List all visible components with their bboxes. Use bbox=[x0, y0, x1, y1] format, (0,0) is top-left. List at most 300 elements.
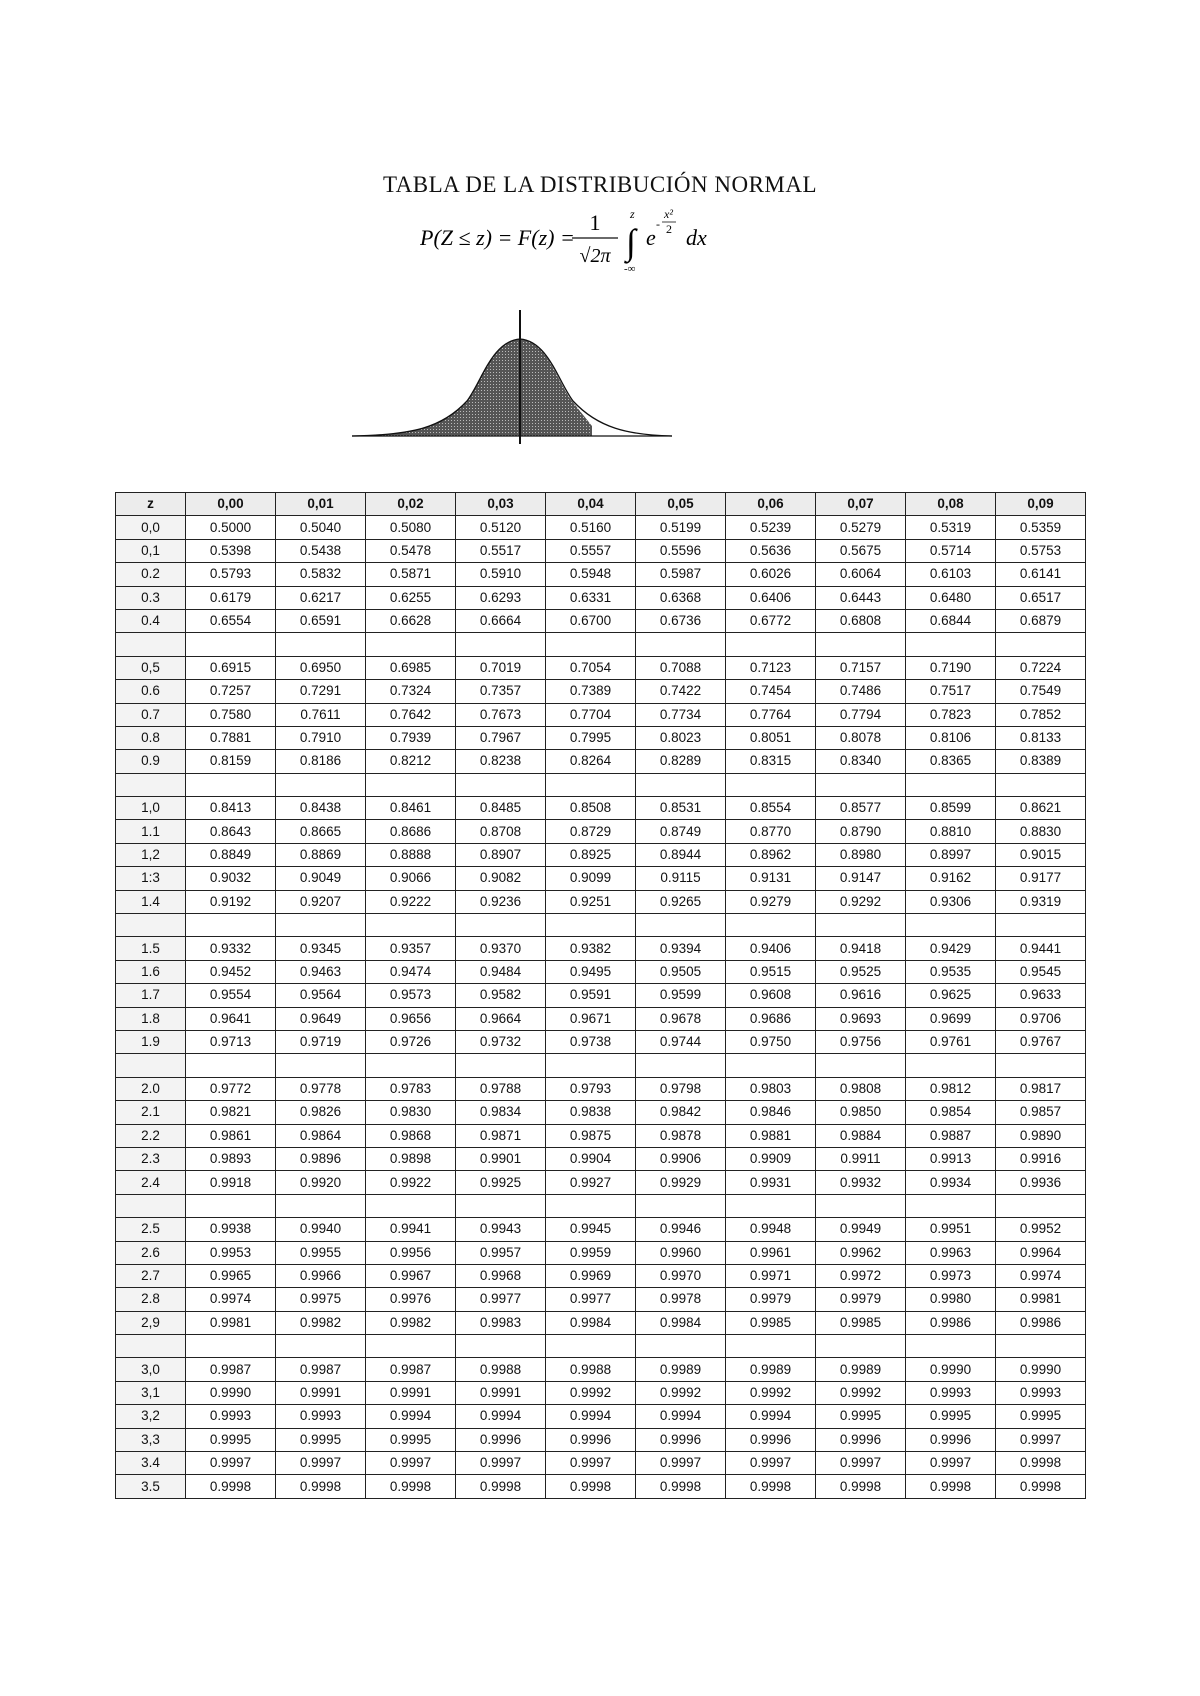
empty-cell bbox=[546, 914, 636, 937]
probability-cell: 0.8186 bbox=[276, 750, 366, 773]
probability-cell: 0.6026 bbox=[726, 563, 816, 586]
probability-cell: 0.9887 bbox=[906, 1124, 996, 1147]
empty-cell bbox=[906, 1194, 996, 1217]
probability-cell: 0.9945 bbox=[546, 1218, 636, 1241]
row-z-value: 1.4 bbox=[116, 890, 186, 913]
probability-cell: 0.9115 bbox=[636, 867, 726, 890]
row-z-value: 1.1 bbox=[116, 820, 186, 843]
empty-cell bbox=[996, 1335, 1086, 1358]
empty-cell bbox=[366, 914, 456, 937]
probability-cell: 0.9821 bbox=[186, 1101, 276, 1124]
probability-cell: 0.9868 bbox=[366, 1124, 456, 1147]
probability-cell: 0.9922 bbox=[366, 1171, 456, 1194]
probability-cell: 0.9162 bbox=[906, 867, 996, 890]
probability-cell: 0.5478 bbox=[366, 539, 456, 562]
empty-cell bbox=[726, 1194, 816, 1217]
probability-cell: 0.6808 bbox=[816, 609, 906, 632]
empty-cell bbox=[456, 914, 546, 937]
probability-cell: 0.9941 bbox=[366, 1218, 456, 1241]
probability-cell: 0.9934 bbox=[906, 1171, 996, 1194]
probability-cell: 0.9875 bbox=[546, 1124, 636, 1147]
header-col: 0,02 bbox=[366, 493, 456, 516]
row-z-value: 1,0 bbox=[116, 797, 186, 820]
probability-cell: 0.9909 bbox=[726, 1147, 816, 1170]
probability-cell: 0.9564 bbox=[276, 984, 366, 1007]
empty-cell bbox=[726, 1054, 816, 1077]
probability-cell: 0.9997 bbox=[546, 1452, 636, 1475]
probability-cell: 0.7257 bbox=[186, 680, 276, 703]
probability-cell: 0.6772 bbox=[726, 609, 816, 632]
probability-cell: 0.9997 bbox=[456, 1452, 546, 1475]
probability-cell: 0.6179 bbox=[186, 586, 276, 609]
table-row bbox=[116, 1264, 1086, 1287]
probability-cell: 0.9996 bbox=[906, 1428, 996, 1451]
empty-cell bbox=[906, 1335, 996, 1358]
integral-upper-limit: z bbox=[630, 207, 635, 221]
probability-cell: 0.9997 bbox=[366, 1452, 456, 1475]
probability-cell: 0.7422 bbox=[636, 680, 726, 703]
formula-differential: dx bbox=[686, 225, 707, 250]
probability-cell: 0.9951 bbox=[906, 1218, 996, 1241]
probability-cell: 0.8264 bbox=[546, 750, 636, 773]
header-col: 0,00 bbox=[186, 493, 276, 516]
probability-cell: 0.6736 bbox=[636, 609, 726, 632]
probability-cell: 0.9861 bbox=[186, 1124, 276, 1147]
table-row bbox=[116, 1007, 1086, 1030]
row-z-value: 2.2 bbox=[116, 1124, 186, 1147]
probability-cell: 0.9898 bbox=[366, 1147, 456, 1170]
probability-cell: 0.9222 bbox=[366, 890, 456, 913]
row-z-value: 0.4 bbox=[116, 609, 186, 632]
probability-cell: 0.9177 bbox=[996, 867, 1086, 890]
probability-cell: 0.7224 bbox=[996, 656, 1086, 679]
probability-cell: 0.9961 bbox=[726, 1241, 816, 1264]
header-row bbox=[116, 493, 1086, 516]
table-row bbox=[116, 609, 1086, 632]
row-z-value: 2.1 bbox=[116, 1101, 186, 1124]
empty-cell bbox=[906, 914, 996, 937]
probability-cell: 0.9990 bbox=[996, 1358, 1086, 1381]
exponent-minus: - bbox=[656, 217, 660, 231]
probability-cell: 0.6480 bbox=[906, 586, 996, 609]
empty-cell bbox=[636, 914, 726, 937]
empty-cell bbox=[906, 633, 996, 656]
probability-cell: 0.8389 bbox=[996, 750, 1086, 773]
table-row bbox=[116, 890, 1086, 913]
probability-cell: 0.9319 bbox=[996, 890, 1086, 913]
empty-cell bbox=[996, 633, 1086, 656]
probability-cell: 0.9767 bbox=[996, 1030, 1086, 1053]
empty-cell bbox=[186, 1054, 276, 1077]
shaded-area bbox=[352, 339, 592, 436]
probability-cell: 0.9990 bbox=[186, 1381, 276, 1404]
probability-cell: 0.5517 bbox=[456, 539, 546, 562]
probability-cell: 0.6255 bbox=[366, 586, 456, 609]
probability-cell: 0.8708 bbox=[456, 820, 546, 843]
table-row bbox=[116, 1147, 1086, 1170]
probability-cell: 0.8485 bbox=[456, 797, 546, 820]
probability-cell: 0.9988 bbox=[546, 1358, 636, 1381]
probability-cell: 0.8849 bbox=[186, 843, 276, 866]
probability-cell: 0.9099 bbox=[546, 867, 636, 890]
probability-cell: 0.9750 bbox=[726, 1030, 816, 1053]
probability-cell: 0.9608 bbox=[726, 984, 816, 1007]
probability-cell: 0.8051 bbox=[726, 726, 816, 749]
probability-cell: 0.9984 bbox=[546, 1311, 636, 1334]
probability-cell: 0.9989 bbox=[636, 1358, 726, 1381]
probability-cell: 0.9719 bbox=[276, 1030, 366, 1053]
normal-curve-figure bbox=[352, 306, 672, 461]
empty-cell bbox=[636, 1194, 726, 1217]
normal-cdf-formula bbox=[420, 200, 780, 290]
probability-cell: 0.9686 bbox=[726, 1007, 816, 1030]
empty-cell bbox=[116, 633, 186, 656]
group-separator-row bbox=[116, 633, 1086, 656]
probability-cell: 0.9989 bbox=[816, 1358, 906, 1381]
probability-cell: 0.9394 bbox=[636, 937, 726, 960]
row-z-value: 0.2 bbox=[116, 563, 186, 586]
probability-cell: 0.6664 bbox=[456, 609, 546, 632]
probability-cell: 0.9463 bbox=[276, 960, 366, 983]
probability-cell: 0.9131 bbox=[726, 867, 816, 890]
probability-cell: 0.9625 bbox=[906, 984, 996, 1007]
probability-cell: 0.9251 bbox=[546, 890, 636, 913]
table-row bbox=[116, 867, 1086, 890]
probability-cell: 0.5120 bbox=[456, 516, 546, 539]
probability-cell: 0.9993 bbox=[186, 1405, 276, 1428]
probability-cell: 0.9977 bbox=[546, 1288, 636, 1311]
table-row bbox=[116, 1101, 1086, 1124]
empty-cell bbox=[186, 1194, 276, 1217]
empty-cell bbox=[186, 773, 276, 796]
probability-cell: 0.9803 bbox=[726, 1077, 816, 1100]
probability-cell: 0.9987 bbox=[276, 1358, 366, 1381]
probability-cell: 0.7881 bbox=[186, 726, 276, 749]
empty-cell bbox=[636, 1335, 726, 1358]
probability-cell: 0.5910 bbox=[456, 563, 546, 586]
probability-cell: 0.9535 bbox=[906, 960, 996, 983]
probability-cell: 0.9418 bbox=[816, 937, 906, 960]
probability-cell: 0.6591 bbox=[276, 609, 366, 632]
probability-cell: 0.9982 bbox=[366, 1311, 456, 1334]
empty-cell bbox=[816, 914, 906, 937]
probability-cell: 0.5319 bbox=[906, 516, 996, 539]
empty-cell bbox=[816, 1335, 906, 1358]
probability-cell: 0.9997 bbox=[186, 1452, 276, 1475]
group-separator-row bbox=[116, 1054, 1086, 1077]
probability-cell: 0.9066 bbox=[366, 867, 456, 890]
table-row bbox=[116, 1218, 1086, 1241]
probability-cell: 0.8340 bbox=[816, 750, 906, 773]
table-row bbox=[116, 1077, 1086, 1100]
probability-cell: 0.9997 bbox=[906, 1452, 996, 1475]
probability-cell: 0.9943 bbox=[456, 1218, 546, 1241]
probability-cell: 0.9884 bbox=[816, 1124, 906, 1147]
probability-cell: 0.9732 bbox=[456, 1030, 546, 1053]
exponent-denominator: 2 bbox=[666, 222, 672, 236]
probability-cell: 0.9992 bbox=[636, 1381, 726, 1404]
probability-cell: 0.8078 bbox=[816, 726, 906, 749]
probability-cell: 0.9049 bbox=[276, 867, 366, 890]
row-z-value: 0,5 bbox=[116, 656, 186, 679]
probability-cell: 0.7088 bbox=[636, 656, 726, 679]
empty-cell bbox=[636, 773, 726, 796]
table-row bbox=[116, 820, 1086, 843]
table-row bbox=[116, 586, 1086, 609]
probability-cell: 0.5596 bbox=[636, 539, 726, 562]
empty-cell bbox=[186, 633, 276, 656]
row-z-value: 1.5 bbox=[116, 937, 186, 960]
probability-cell: 0.9664 bbox=[456, 1007, 546, 1030]
probability-cell: 0.9974 bbox=[996, 1264, 1086, 1287]
probability-cell: 0.9382 bbox=[546, 937, 636, 960]
empty-cell bbox=[366, 773, 456, 796]
probability-cell: 0.9998 bbox=[456, 1475, 546, 1498]
probability-cell: 0.8023 bbox=[636, 726, 726, 749]
empty-cell bbox=[116, 1194, 186, 1217]
probability-cell: 0.8790 bbox=[816, 820, 906, 843]
probability-cell: 0.9082 bbox=[456, 867, 546, 890]
probability-cell: 0.7054 bbox=[546, 656, 636, 679]
group-separator-row bbox=[116, 773, 1086, 796]
probability-cell: 0.9996 bbox=[456, 1428, 546, 1451]
probability-cell: 0.5636 bbox=[726, 539, 816, 562]
probability-cell: 0.9890 bbox=[996, 1124, 1086, 1147]
probability-cell: 0.9649 bbox=[276, 1007, 366, 1030]
probability-cell: 0.9995 bbox=[186, 1428, 276, 1451]
row-z-value: 3.5 bbox=[116, 1475, 186, 1498]
probability-cell: 0.9678 bbox=[636, 1007, 726, 1030]
probability-cell: 0.8461 bbox=[366, 797, 456, 820]
probability-cell: 0.9993 bbox=[996, 1381, 1086, 1404]
probability-cell: 0.9881 bbox=[726, 1124, 816, 1147]
probability-cell: 0.9812 bbox=[906, 1077, 996, 1100]
probability-cell: 0.5675 bbox=[816, 539, 906, 562]
row-z-value: 1,2 bbox=[116, 843, 186, 866]
header-col: 0,01 bbox=[276, 493, 366, 516]
probability-cell: 0.9854 bbox=[906, 1101, 996, 1124]
probability-cell: 0.9857 bbox=[996, 1101, 1086, 1124]
probability-cell: 0.9633 bbox=[996, 984, 1086, 1007]
formula-integrand: e bbox=[646, 225, 656, 250]
empty-cell bbox=[276, 633, 366, 656]
probability-cell: 0.7995 bbox=[546, 726, 636, 749]
probability-cell: 0.8643 bbox=[186, 820, 276, 843]
empty-cell bbox=[636, 1054, 726, 1077]
probability-cell: 0.9987 bbox=[366, 1358, 456, 1381]
probability-cell: 0.9985 bbox=[816, 1311, 906, 1334]
probability-cell: 0.9783 bbox=[366, 1077, 456, 1100]
probability-cell: 0.9616 bbox=[816, 984, 906, 1007]
table-row bbox=[116, 1452, 1086, 1475]
header-col: 0,06 bbox=[726, 493, 816, 516]
probability-cell: 0.9699 bbox=[906, 1007, 996, 1030]
probability-cell: 0.9955 bbox=[276, 1241, 366, 1264]
empty-cell bbox=[116, 914, 186, 937]
probability-cell: 0.9927 bbox=[546, 1171, 636, 1194]
probability-cell: 0.9744 bbox=[636, 1030, 726, 1053]
probability-cell: 0.9901 bbox=[456, 1147, 546, 1170]
table-row bbox=[116, 843, 1086, 866]
group-separator-row bbox=[116, 1335, 1086, 1358]
probability-cell: 0.9015 bbox=[996, 843, 1086, 866]
table-row bbox=[116, 797, 1086, 820]
normal-distribution-table bbox=[115, 492, 1086, 1499]
probability-cell: 0.9850 bbox=[816, 1101, 906, 1124]
table-row bbox=[116, 750, 1086, 773]
empty-cell bbox=[456, 633, 546, 656]
probability-cell: 0.9949 bbox=[816, 1218, 906, 1241]
page-title: TABLA DE LA DISTRIBUCIÓN NORMAL bbox=[382, 172, 818, 197]
probability-cell: 0.9964 bbox=[996, 1241, 1086, 1264]
probability-cell: 0.9957 bbox=[456, 1241, 546, 1264]
empty-cell bbox=[366, 633, 456, 656]
empty-cell bbox=[116, 773, 186, 796]
probability-cell: 0.9931 bbox=[726, 1171, 816, 1194]
table-row bbox=[116, 1475, 1086, 1498]
probability-cell: 0.9306 bbox=[906, 890, 996, 913]
probability-cell: 0.7642 bbox=[366, 703, 456, 726]
probability-cell: 0.9292 bbox=[816, 890, 906, 913]
table-row bbox=[116, 984, 1086, 1007]
probability-cell: 0.9963 bbox=[906, 1241, 996, 1264]
probability-cell: 0.9591 bbox=[546, 984, 636, 1007]
probability-cell: 0.9671 bbox=[546, 1007, 636, 1030]
probability-cell: 0.9998 bbox=[636, 1475, 726, 1498]
probability-cell: 0.9906 bbox=[636, 1147, 726, 1170]
probability-cell: 0.5714 bbox=[906, 539, 996, 562]
probability-cell: 0.8997 bbox=[906, 843, 996, 866]
probability-cell: 0.9236 bbox=[456, 890, 546, 913]
empty-cell bbox=[456, 1054, 546, 1077]
row-z-value: 3.4 bbox=[116, 1452, 186, 1475]
probability-cell: 0.5000 bbox=[186, 516, 276, 539]
probability-cell: 0.9332 bbox=[186, 937, 276, 960]
probability-cell: 0.8315 bbox=[726, 750, 816, 773]
probability-cell: 0.8531 bbox=[636, 797, 726, 820]
probability-cell: 0.9981 bbox=[186, 1311, 276, 1334]
row-z-value: 2.3 bbox=[116, 1147, 186, 1170]
probability-cell: 0.9998 bbox=[276, 1475, 366, 1498]
header-col: 0,09 bbox=[996, 493, 1086, 516]
probability-cell: 0.9992 bbox=[816, 1381, 906, 1404]
probability-cell: 0.7823 bbox=[906, 703, 996, 726]
probability-cell: 0.7764 bbox=[726, 703, 816, 726]
probability-cell: 0.5438 bbox=[276, 539, 366, 562]
probability-cell: 0.9998 bbox=[186, 1475, 276, 1498]
probability-cell: 0.6141 bbox=[996, 563, 1086, 586]
table-header bbox=[116, 493, 1086, 516]
empty-cell bbox=[816, 1054, 906, 1077]
probability-cell: 0.9641 bbox=[186, 1007, 276, 1030]
empty-cell bbox=[276, 914, 366, 937]
probability-cell: 0.9830 bbox=[366, 1101, 456, 1124]
probability-cell: 0.9971 bbox=[726, 1264, 816, 1287]
probability-cell: 0.6628 bbox=[366, 609, 456, 632]
probability-cell: 0.9997 bbox=[636, 1452, 726, 1475]
probability-cell: 0.9916 bbox=[996, 1147, 1086, 1170]
formula-denominator: √2π bbox=[579, 245, 611, 267]
row-z-value: 0.8 bbox=[116, 726, 186, 749]
probability-cell: 0.9992 bbox=[726, 1381, 816, 1404]
probability-cell: 0.5557 bbox=[546, 539, 636, 562]
probability-cell: 0.9994 bbox=[366, 1405, 456, 1428]
probability-cell: 0.6844 bbox=[906, 609, 996, 632]
probability-cell: 0.9738 bbox=[546, 1030, 636, 1053]
probability-cell: 0.5040 bbox=[276, 516, 366, 539]
probability-cell: 0.6985 bbox=[366, 656, 456, 679]
probability-cell: 0.9192 bbox=[186, 890, 276, 913]
probability-cell: 0.8686 bbox=[366, 820, 456, 843]
probability-cell: 0.9965 bbox=[186, 1264, 276, 1287]
table-row bbox=[116, 1405, 1086, 1428]
probability-cell: 0.9984 bbox=[636, 1311, 726, 1334]
probability-cell: 0.9979 bbox=[726, 1288, 816, 1311]
probability-cell: 0.9979 bbox=[816, 1288, 906, 1311]
empty-cell bbox=[726, 773, 816, 796]
probability-cell: 0.9996 bbox=[546, 1428, 636, 1451]
probability-cell: 0.9972 bbox=[816, 1264, 906, 1287]
formula-lhs: P(Z ≤ z) = F(z) = bbox=[420, 225, 575, 250]
probability-cell: 0.8749 bbox=[636, 820, 726, 843]
probability-cell: 0.8438 bbox=[276, 797, 366, 820]
empty-cell bbox=[546, 1194, 636, 1217]
formula-numerator: 1 bbox=[589, 210, 601, 235]
probability-cell: 0.9871 bbox=[456, 1124, 546, 1147]
integral-lower-limit: -∞ bbox=[624, 263, 636, 275]
probability-cell: 0.9998 bbox=[816, 1475, 906, 1498]
probability-cell: 0.7794 bbox=[816, 703, 906, 726]
row-z-value: 0.7 bbox=[116, 703, 186, 726]
probability-cell: 0.8159 bbox=[186, 750, 276, 773]
probability-cell: 0.9838 bbox=[546, 1101, 636, 1124]
probability-cell: 0.5239 bbox=[726, 516, 816, 539]
header-col: 0,08 bbox=[906, 493, 996, 516]
probability-cell: 0.9986 bbox=[906, 1311, 996, 1334]
probability-cell: 0.8980 bbox=[816, 843, 906, 866]
probability-cell: 0.9998 bbox=[996, 1475, 1086, 1498]
probability-cell: 0.9913 bbox=[906, 1147, 996, 1170]
empty-cell bbox=[816, 633, 906, 656]
row-z-value: 2.5 bbox=[116, 1218, 186, 1241]
empty-cell bbox=[366, 1194, 456, 1217]
empty-cell bbox=[366, 1335, 456, 1358]
probability-cell: 0.9946 bbox=[636, 1218, 726, 1241]
probability-cell: 0.9973 bbox=[906, 1264, 996, 1287]
probability-cell: 0.9525 bbox=[816, 960, 906, 983]
header-col: 0,03 bbox=[456, 493, 546, 516]
probability-cell: 0.8665 bbox=[276, 820, 366, 843]
probability-cell: 0.9997 bbox=[726, 1452, 816, 1475]
empty-cell bbox=[456, 1194, 546, 1217]
probability-cell: 0.9998 bbox=[996, 1452, 1086, 1475]
table-row bbox=[116, 563, 1086, 586]
probability-cell: 0.9834 bbox=[456, 1101, 546, 1124]
header-z: z bbox=[116, 493, 186, 516]
probability-cell: 0.5279 bbox=[816, 516, 906, 539]
probability-cell: 0.9978 bbox=[636, 1288, 726, 1311]
probability-cell: 0.5398 bbox=[186, 539, 276, 562]
probability-cell: 0.7324 bbox=[366, 680, 456, 703]
probability-cell: 0.9936 bbox=[996, 1171, 1086, 1194]
probability-cell: 0.9918 bbox=[186, 1171, 276, 1194]
probability-cell: 0.9761 bbox=[906, 1030, 996, 1053]
probability-cell: 0.9582 bbox=[456, 984, 546, 1007]
formula-svg bbox=[420, 200, 780, 290]
table-row bbox=[116, 703, 1086, 726]
probability-cell: 0.8577 bbox=[816, 797, 906, 820]
probability-cell: 0.9995 bbox=[276, 1428, 366, 1451]
